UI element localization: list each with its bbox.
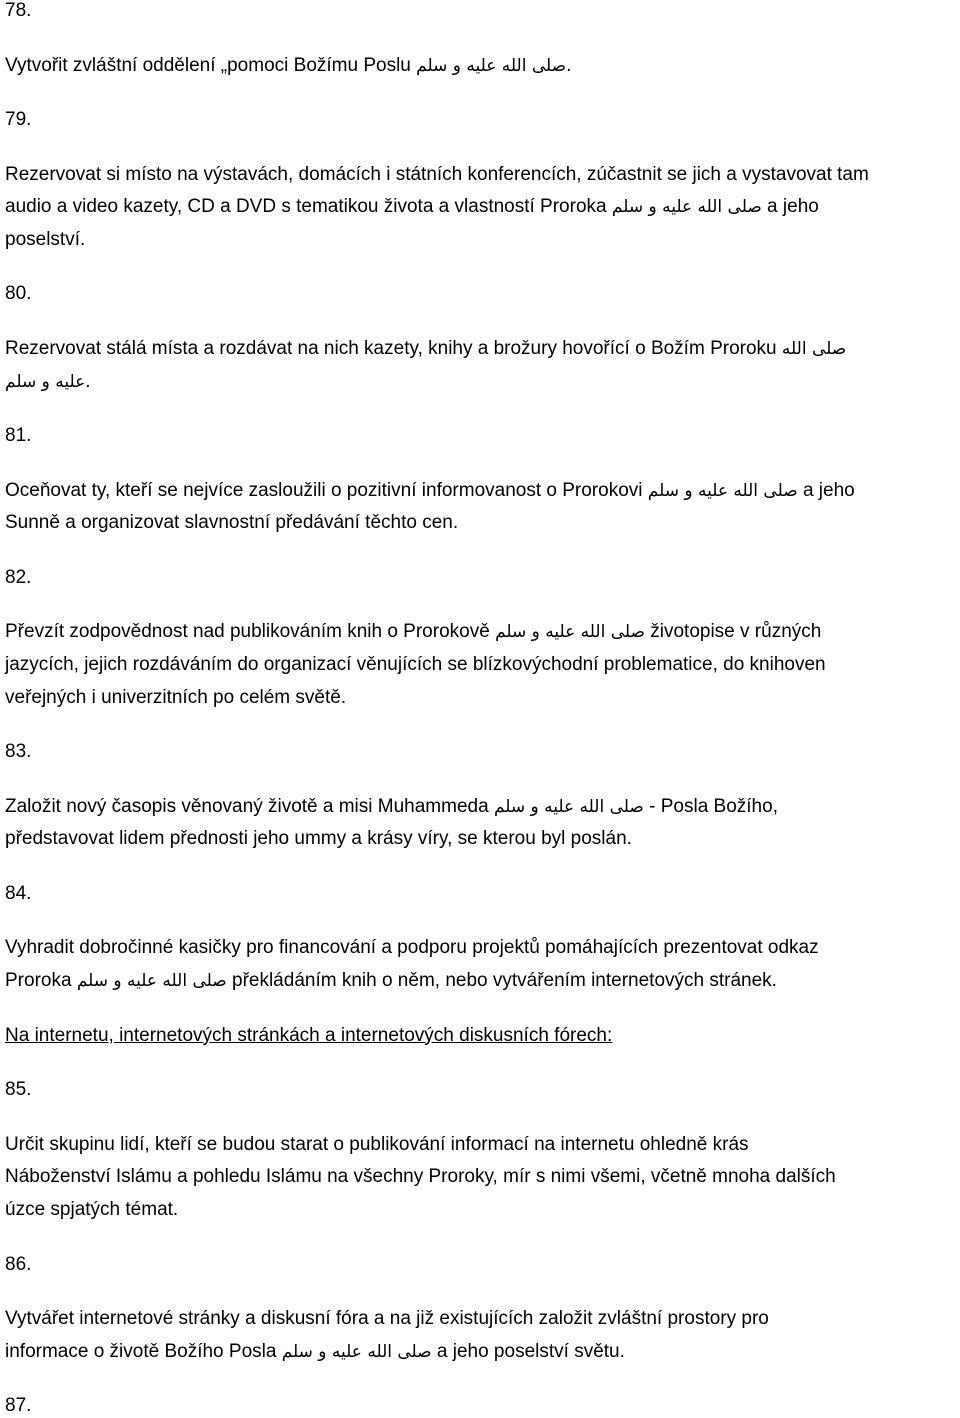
paragraph-line — [5, 1307, 769, 1331]
paragraph-text: Založit nový časopis věnovaný životě a misi Muhammeda — [5, 795, 494, 817]
arabic-salutation: صلى الله عليه و سلم — [647, 480, 798, 501]
item-number — [5, 740, 31, 764]
paragraph-text: poselství. — [5, 228, 86, 250]
paragraph-text: Rezervovat si místo na výstavách, domácích i státních konferencích, zúčastnit se jich a vystavovat tam — [5, 163, 869, 185]
item-number-text: 84. — [5, 882, 32, 904]
paragraph-line — [5, 54, 571, 78]
paragraph-text: překládáním knih o něm, nebo vytvářením internetových stránek. — [226, 970, 777, 992]
paragraph-line — [5, 827, 632, 851]
paragraph-line — [5, 795, 778, 819]
paragraph-text: a jeho — [761, 196, 819, 218]
paragraph-text: veřejných i univerzitních po celém světě. — [5, 686, 347, 708]
item-number-text: 83. — [5, 741, 32, 763]
item-number-text: 81. — [5, 425, 32, 447]
paragraph-text: životopise v různých — [644, 621, 822, 643]
item-number-text: 79. — [5, 109, 32, 130]
paragraph-text: a jeho poselství světu. — [431, 1340, 625, 1362]
paragraph-line — [5, 620, 821, 644]
paragraph-text: Převzít zodpovědnost nad publikováním knih o Prorokově — [5, 621, 496, 643]
item-number — [5, 566, 31, 590]
item-number — [5, 1394, 31, 1418]
paragraph-text: Sunně a organizovat slavnostní předávání těchto cen. — [5, 512, 459, 534]
arabic-salutation: صلى الله عليه و سلم — [76, 971, 227, 992]
item-number-text: 80. — [5, 283, 32, 305]
arabic-salutation: صلى الله — [781, 338, 847, 359]
arabic-salutation: صلى الله عليه و سلم — [611, 197, 762, 218]
paragraph-line — [5, 1133, 749, 1157]
paragraph-line — [5, 686, 346, 710]
paragraph-text: jazycích, jejich rozdáváním do organizací věnujících se blízkovýchodní problematice, do knihoven — [5, 654, 826, 675]
paragraph-text: Vytvářet internetové stránky a diskusní fóra a na již existujících založit zvláštní prostory pro — [5, 1308, 769, 1329]
paragraph-line — [5, 653, 826, 677]
arabic-salutation: صلى الله عليه و سلم — [493, 796, 644, 817]
paragraph-text: Proroka — [5, 970, 77, 992]
paragraph-text: Náboženství Islámu a pohledu Islámu na všechny Proroky, mír s nimi všemi, včetně mnoha dalších — [5, 1166, 836, 1188]
paragraph-text: úzce spjatých témat. — [5, 1199, 179, 1220]
arabic-salutation: صلى الله عليه و سلم — [416, 55, 567, 76]
paragraph-line — [5, 337, 846, 361]
paragraph-line — [5, 370, 91, 394]
paragraph-line — [5, 1165, 836, 1189]
paragraph-text: a jeho — [797, 479, 855, 501]
paragraph-text: Vyhradit dobročinné kasičky pro financování a podporu projektů pomáhajících prezentovat odkaz — [5, 937, 819, 959]
paragraph-text: Rezervovat stálá místa a rozdávat na nich kazety, knihy a brožury hovořící o Božím Proroku — [5, 337, 782, 359]
item-number — [5, 882, 31, 906]
paragraph-text: Oceňovat ty, kteří se nejvíce zasloužili o pozitivní informovanost o Prorokovi — [5, 479, 648, 501]
item-number — [5, 1078, 31, 1102]
paragraph-line — [5, 163, 869, 187]
item-number-text: 86. — [5, 1253, 32, 1275]
item-number-text: 78. — [5, 0, 32, 21]
item-number-text: 85. — [5, 1079, 32, 1101]
paragraph-line — [5, 479, 855, 503]
paragraph-text: Vytvořit zvláštní oddělení „pomoci Božímu Poslu — [5, 54, 417, 76]
item-number-text: 87. — [5, 1395, 32, 1417]
item-number-text: 82. — [5, 566, 32, 588]
arabic-salutation: عليه و سلم — [5, 371, 86, 392]
paragraph-text: informace o životě Božího Posla — [5, 1340, 282, 1362]
paragraph-text: audio a video kazety, CD a DVD s tematikou života a vlastností Proroka — [5, 196, 612, 218]
arabic-salutation: صلى الله عليه و سلم — [495, 622, 645, 643]
item-number — [5, 108, 31, 132]
paragraph-line — [5, 228, 85, 252]
paragraph-line — [5, 195, 819, 219]
paragraph-line — [5, 969, 777, 993]
paragraph-line — [5, 511, 458, 535]
section-heading — [5, 1024, 612, 1048]
paragraph-text: . — [85, 370, 91, 392]
paragraph-line — [5, 1340, 625, 1364]
item-number — [5, 424, 31, 448]
paragraph-text: Určit skupinu lidí, kteří se budou starat o publikování informací na internetu ohledně krás — [5, 1133, 749, 1155]
paragraph-text: představovat lidem přednosti jeho ummy a krásy víry, se kterou byl poslán. — [5, 828, 632, 850]
section-heading-text: Na internetu, internetových stránkách a internetových diskusních fórech: — [5, 1024, 613, 1046]
paragraph-text: . — [566, 54, 572, 76]
paragraph-text: - Posla Božího, — [643, 795, 778, 817]
paragraph-line — [5, 1198, 178, 1222]
item-number — [5, 1253, 31, 1277]
item-number — [5, 0, 31, 23]
item-number — [5, 282, 31, 306]
arabic-salutation: صلى الله عليه و سلم — [281, 1341, 432, 1362]
paragraph-line — [5, 936, 819, 960]
